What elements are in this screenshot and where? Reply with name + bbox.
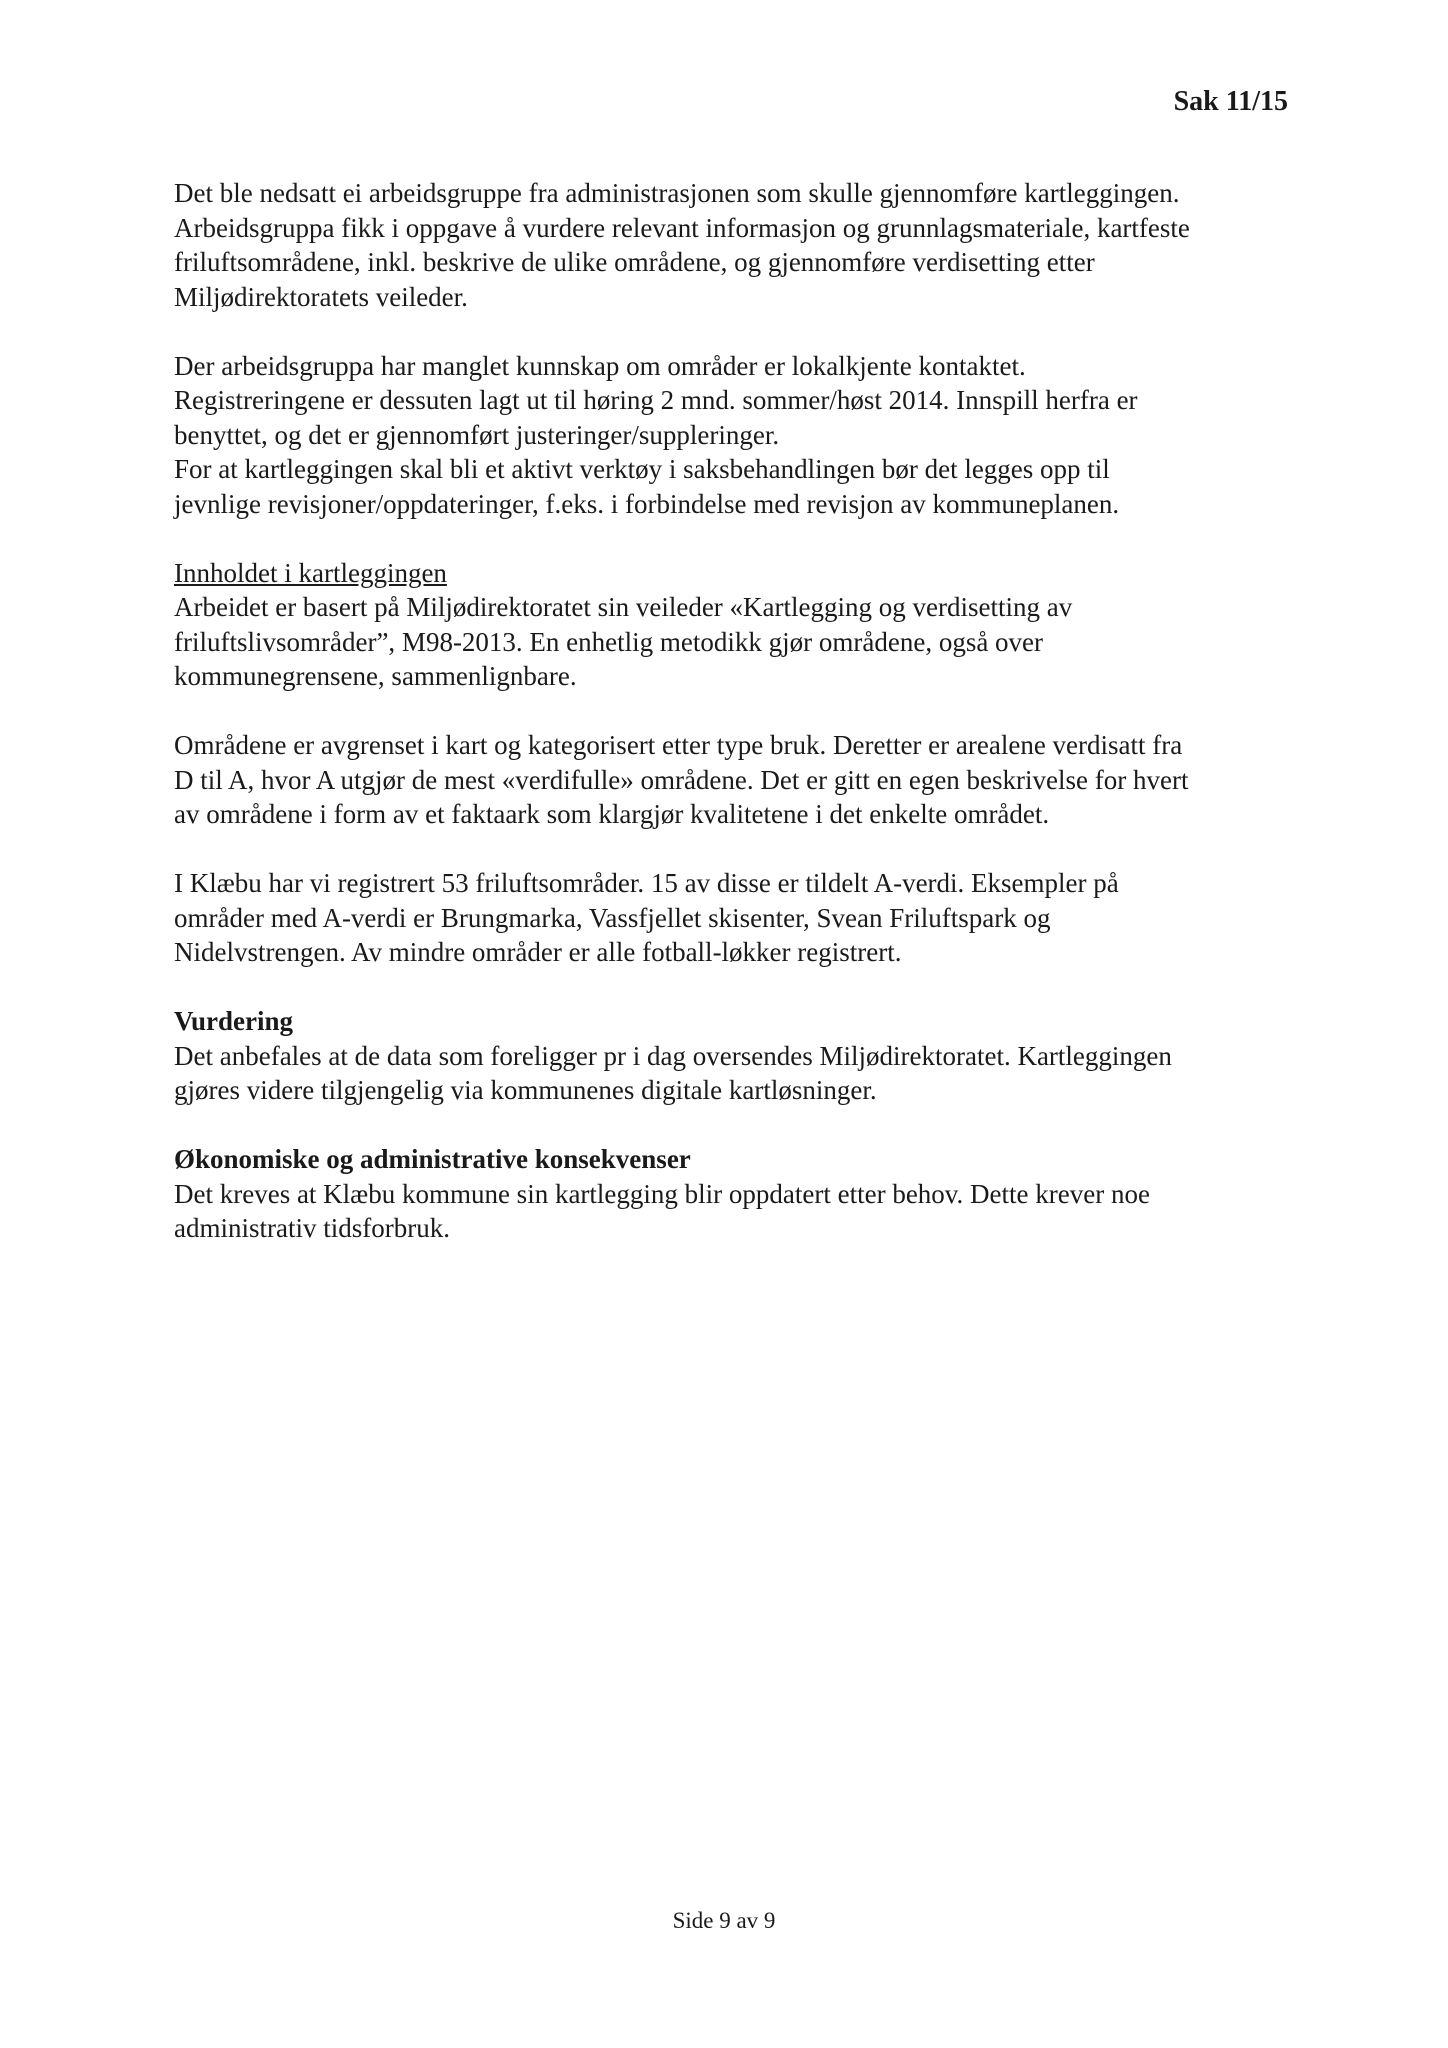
text-line: Registreringene er dessuten lagt ut til høring 2 mnd. sommer/høst 2014. Innspill herfra er xyxy=(174,385,1138,415)
text-line: områder med A-verdi er Brungmarka, Vassfjellet skisenter, Svean Friluftspark og xyxy=(174,902,1051,933)
text-line: gjøres videre tilgjengelig via kommunenes digitale kartløsninger. xyxy=(174,1075,877,1105)
text-line: For at kartleggingen skal bli et aktivt verktøy i saksbehandlingen bør det legges opp til xyxy=(174,454,1110,484)
text-line: kommunegrensene, sammenlignbare. xyxy=(174,661,577,691)
paragraph-gap xyxy=(174,521,1294,556)
section-heading-content: Innholdet i kartleggingen xyxy=(174,557,447,588)
text-line: administrativ tidsforbruk. xyxy=(174,1213,450,1243)
paragraph-working-group xyxy=(174,176,1294,314)
case-number: Sak 11/15 xyxy=(1173,86,1288,117)
text-line: D til A, hvor A utgjør de mest «verdifulle» områdene. Det er gitt en egen beskrivelse for hvert xyxy=(174,764,1189,795)
text-line: Der arbeidsgruppa har manglet kunnskap om områder er lokalkjente kontaktet. xyxy=(174,350,1026,381)
section-heading-assessment: Vurdering xyxy=(174,1006,294,1036)
text-line: Arbeidsgruppa fikk i oppgave å vurdere relevant informasjon og grunnlagsmateriale, kartfeste xyxy=(174,212,1190,243)
text-line: Miljødirektoratets veileder. xyxy=(174,281,468,312)
section-heading-consequences: Økonomiske og administrative konsekvenser xyxy=(174,1144,691,1174)
text-line: Nidelvstrengen. Av mindre områder er alle fotball-løkker registrert. xyxy=(174,937,902,967)
paragraph-gap xyxy=(174,314,1294,349)
text-line: Det anbefales at de data som foreligger pr i dag oversendes Miljødirektoratet. Kartleggingen xyxy=(174,1040,1172,1071)
text-line: I Klæbu har vi registrert 53 friluftsområder. 15 av disse er tildelt A-verdi. Eksempler på xyxy=(174,868,1119,898)
paragraph-gap xyxy=(174,832,1294,867)
text-line: Arbeidet er basert på Miljødirektoratet sin veileder «Kartlegging og verdisetting av xyxy=(174,592,1073,622)
text-line: Det ble nedsatt ei arbeidsgruppe fra administrasjonen som skulle gjennomføre kartleggingen. xyxy=(174,178,1180,208)
page-number: Side 9 av 9 xyxy=(672,1908,776,1933)
paragraph-gap xyxy=(174,970,1294,1005)
paragraph-gap xyxy=(174,1108,1294,1143)
paragraph-areas xyxy=(174,728,1294,832)
section-consequences xyxy=(174,1142,1294,1246)
text-line: Områdene er avgrenset i kart og kategorisert etter type bruk. Deretter er arealene verdisatt fra xyxy=(174,730,1183,760)
text-line: friluftslivsområder”, M98-2013. En enhetlig metodikk gjør områdene, også over xyxy=(174,626,1044,657)
paragraph-local-knowledge xyxy=(174,349,1294,522)
paragraph-gap xyxy=(174,694,1294,729)
text-line: av områdene i form av et faktaark som klargjør kvalitetene i det enkelte området. xyxy=(174,799,1050,829)
text-line: jevnlige revisjoner/oppdateringer, f.eks. i forbindelse med revisjon av kommuneplanen. xyxy=(174,488,1120,519)
paragraph-klaebu xyxy=(174,866,1294,970)
text-line: friluftsområdene, inkl. beskrive de ulike områdene, og gjennomføre verdisetting etter xyxy=(174,247,1095,277)
section-assessment xyxy=(174,1004,1294,1108)
section-content xyxy=(174,556,1294,694)
text-line: benyttet, og det er gjennomført justeringer/suppleringer. xyxy=(174,419,780,450)
text-line: Det kreves at Klæbu kommune sin kartlegging blir oppdatert etter behov. Dette krever noe xyxy=(174,1178,1150,1209)
document-body xyxy=(174,176,1294,1246)
